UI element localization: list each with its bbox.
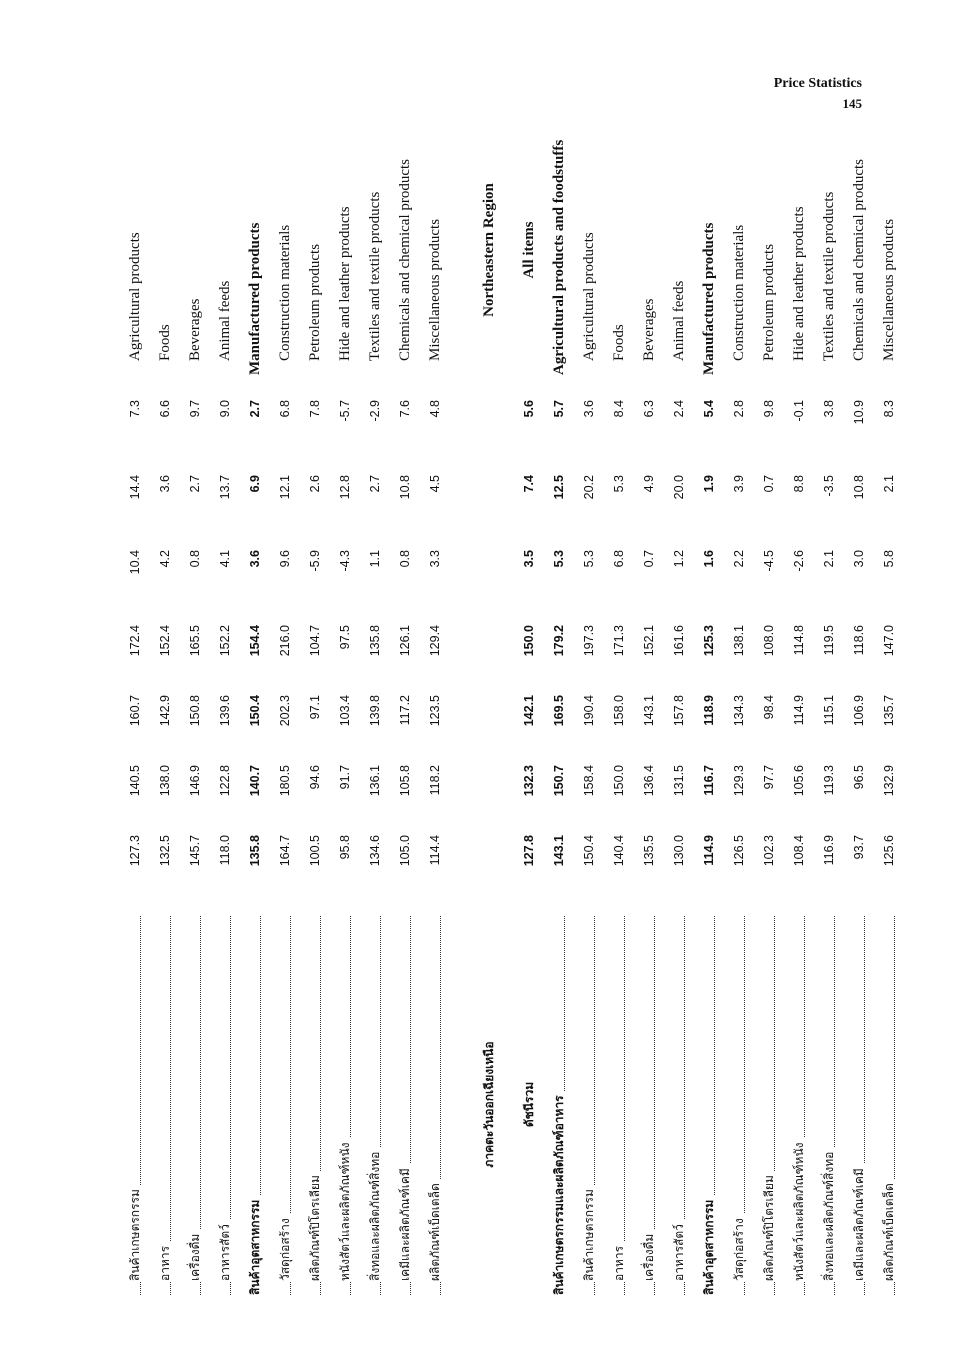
- thai-label-text: เครื่องดื่ม: [188, 1230, 202, 1281]
- table-cell-value: 171.3: [612, 625, 626, 657]
- table-cell-value: 197.3: [582, 625, 596, 657]
- table-cell-value: 147.0: [882, 625, 896, 657]
- thai-row-label: [784, 910, 814, 1295]
- thai-label-text: สินค้าอุตสาหกรรม: [702, 1196, 716, 1295]
- thai-label-text: สิ่งทอและผลิตภัณฑ์สิ่งทอ: [822, 1148, 836, 1281]
- thai-row-label: [330, 910, 360, 1295]
- english-row-label: Chemicals and chemical products: [851, 158, 867, 361]
- table-cell-value: 7.6: [398, 400, 412, 418]
- table-cell-value: 102.3: [762, 835, 776, 867]
- table-cell-value: 139.8: [368, 695, 382, 727]
- table-cell-value: 3.5: [522, 550, 536, 568]
- table-cell-value: 154.4: [248, 625, 262, 657]
- english-row-label: Beverages: [187, 298, 203, 361]
- english-row-label: Manufactured products: [247, 222, 263, 375]
- thai-row-label: [574, 910, 604, 1295]
- table-cell-value: 13.7: [218, 475, 232, 500]
- value-column-4: [108, 625, 896, 680]
- table-cell-value: 105.0: [398, 835, 412, 867]
- english-row-label: Construction materials: [277, 224, 293, 361]
- table-cell-value: 172.4: [128, 625, 142, 657]
- thai-row-label: [180, 910, 210, 1295]
- thai-row-label: [544, 910, 574, 1295]
- page-number: 145: [842, 96, 862, 111]
- table-cell-value: 2.1: [882, 475, 896, 493]
- table-cell-value: 179.2: [552, 625, 566, 657]
- table-cell-value: 0.8: [188, 550, 202, 568]
- table-cell-value: 127.3: [128, 835, 142, 867]
- table-cell-value: 2.7: [368, 475, 382, 493]
- table-cell-value: 2.7: [248, 400, 262, 418]
- table-cell-value: 6.8: [278, 400, 292, 418]
- thai-row-label: [474, 910, 504, 1295]
- english-row-label: Petroleum products: [307, 243, 323, 361]
- table-cell-value: 9.7: [188, 400, 202, 418]
- table-cell-value: 104.7: [308, 625, 322, 657]
- thai-row-label: [420, 910, 450, 1295]
- table-cell-value: 0.7: [642, 550, 656, 568]
- table-cell-value: 190.4: [582, 695, 596, 727]
- table-cell-value: 150.0: [612, 765, 626, 797]
- table-cell-value: 97.5: [338, 625, 352, 650]
- table-cell-value: 6.8: [612, 550, 626, 568]
- table-cell-value: 98.4: [762, 695, 776, 720]
- table-cell-value: 114.4: [428, 835, 442, 866]
- thai-label-text: หนังสัตว์และผลิตภัณฑ์หนัง: [338, 1138, 352, 1281]
- english-row-label: Construction materials: [731, 224, 747, 361]
- table-cell-value: 94.6: [308, 765, 322, 790]
- table-cell-value: 152.4: [158, 625, 172, 657]
- table-cell-value: 118.0: [218, 835, 232, 866]
- thai-label-text: ผลิตภัณฑ์เบ็ดเตล็ด: [428, 1179, 442, 1281]
- table-cell-value: 125.6: [882, 835, 896, 867]
- table-cell-value: 10.9: [852, 400, 866, 425]
- table-cell-value: 7.3: [128, 400, 142, 418]
- table-cell-value: -0.1: [792, 400, 806, 422]
- table-cell-value: 114.9: [792, 695, 806, 726]
- english-row-label: Manufactured products: [701, 222, 717, 375]
- table-cell-value: 12.5: [552, 475, 566, 500]
- table-cell-value: 2.2: [732, 550, 746, 568]
- english-row-label: Agricultural products and foodstuffs: [551, 139, 567, 375]
- table-cell-value: -4.5: [762, 550, 776, 572]
- price-index-table: [108, 125, 897, 1295]
- thai-row-label: [390, 910, 420, 1295]
- table-cell-value: 97.7: [762, 765, 776, 790]
- value-column-7: [108, 400, 896, 455]
- english-row-label: Miscellaneous products: [427, 218, 443, 361]
- table-cell-value: 10.4: [128, 550, 142, 575]
- table-cell-value: 4.2: [158, 550, 172, 568]
- thai-row-label: [604, 910, 634, 1295]
- table-cell-value: 20.2: [582, 475, 596, 500]
- table-cell-value: 136.4: [642, 765, 656, 797]
- thai-label-text: สินค้าเกษตรกรรม: [582, 1185, 596, 1281]
- table-cell-value: 140.5: [128, 765, 142, 797]
- table-cell-value: 157.8: [672, 695, 686, 727]
- table-cell-value: 97.1: [308, 695, 322, 720]
- thai-label-text: อาหาร: [612, 1242, 626, 1281]
- table-cell-value: 150.8: [188, 695, 202, 727]
- english-row-label: Agricultural products: [581, 232, 597, 361]
- thai-label-text: สินค้าเกษตรกรรมและผลิตภัณฑ์อาหาร: [552, 1091, 566, 1295]
- table-cell-value: 126.1: [398, 625, 412, 657]
- thai-row-label: [120, 910, 150, 1295]
- english-row-label: All items: [521, 221, 537, 279]
- english-row-label: Northeastern Region: [481, 183, 497, 317]
- table-cell-value: 0.7: [762, 475, 776, 493]
- thai-row-label: [694, 910, 724, 1295]
- table-cell-value: -3.5: [822, 475, 836, 497]
- english-row-label: Textiles and textile products: [367, 191, 383, 361]
- thai-row-label: [210, 910, 240, 1295]
- table-cell-value: 4.1: [218, 550, 232, 568]
- table-cell-value: 3.3: [428, 550, 442, 568]
- table-cell-value: 129.4: [428, 625, 442, 657]
- table-cell-value: 10.8: [398, 475, 412, 500]
- value-column-5: [108, 550, 896, 605]
- thai-label-text: สินค้าเกษตรกรรม: [128, 1185, 142, 1281]
- table-cell-value: 169.5: [552, 695, 566, 727]
- table-cell-value: 6.6: [158, 400, 172, 418]
- thai-row-label: [360, 910, 390, 1295]
- english-row-label: Chemicals and chemical products: [397, 158, 413, 361]
- table-cell-value: 122.8: [218, 765, 232, 797]
- table-cell-value: 142.9: [158, 695, 172, 727]
- table-cell-value: 4.9: [642, 475, 656, 493]
- table-cell-value: 161.6: [672, 625, 686, 657]
- thai-label-text: ผลิตภัณฑ์ปิโตรเลียม: [308, 1171, 322, 1281]
- english-row-label: Hide and leather products: [337, 206, 353, 361]
- thai-row-label: [240, 910, 270, 1295]
- thai-label-text: ผลิตภัณฑ์เบ็ดเตล็ด: [882, 1179, 896, 1281]
- table-cell-value: 2.1: [822, 550, 836, 568]
- table-cell-value: 8.8: [792, 475, 806, 493]
- table-cell-value: 143.1: [642, 695, 656, 727]
- table-cell-value: 145.7: [188, 835, 202, 867]
- table-cell-value: 127.8: [522, 835, 536, 867]
- table-cell-value: -2.9: [368, 400, 382, 422]
- table-cell-value: 2.4: [672, 400, 686, 418]
- value-column-1: [108, 835, 896, 890]
- table-cell-value: 131.5: [672, 765, 686, 797]
- table-cell-value: 9.0: [218, 400, 232, 418]
- english-label-column: [108, 125, 897, 375]
- table-cell-value: 119.5: [822, 625, 836, 656]
- table-cell-value: 114.9: [702, 835, 716, 866]
- table-cell-value: 165.5: [188, 625, 202, 657]
- table-cell-value: 135.8: [368, 625, 382, 657]
- table-cell-value: 140.7: [248, 765, 262, 797]
- table-cell-value: 160.7: [128, 695, 142, 727]
- thai-row-label: [814, 910, 844, 1295]
- english-row-label: Foods: [157, 324, 173, 361]
- thai-label-text: อาหารสัตว์: [672, 1220, 686, 1281]
- table-cell-value: 1.6: [702, 550, 716, 568]
- value-column-3: [108, 695, 896, 750]
- thai-row-label: [844, 910, 874, 1295]
- table-cell-value: 123.5: [428, 695, 442, 727]
- table-cell-value: 135.7: [882, 695, 896, 727]
- table-cell-value: 7.8: [308, 400, 322, 418]
- table-cell-value: 0.8: [398, 550, 412, 568]
- table-cell-value: 10.8: [852, 475, 866, 500]
- table-cell-value: 115.1: [822, 695, 836, 726]
- table-cell-value: 4.5: [428, 475, 442, 493]
- table-cell-value: 135.8: [248, 835, 262, 867]
- table-cell-value: 135.5: [642, 835, 656, 867]
- table-cell-value: 140.4: [612, 835, 626, 867]
- table-cell-value: 12.8: [338, 475, 352, 500]
- table-cell-value: 2.6: [308, 475, 322, 493]
- table-cell-value: 100.5: [308, 835, 322, 867]
- table-cell-value: 143.1: [552, 835, 566, 867]
- table-cell-value: 116.9: [822, 835, 836, 866]
- table-cell-value: 132.3: [522, 765, 536, 797]
- table-cell-value: 4.8: [428, 400, 442, 418]
- table-cell-value: 134.6: [368, 835, 382, 867]
- thai-label-text: ดัชนีรวม: [522, 1078, 536, 1127]
- table-cell-value: 93.7: [852, 835, 866, 860]
- table-cell-value: 2.8: [732, 400, 746, 418]
- table-cell-value: 1.1: [368, 550, 382, 568]
- table-cell-value: 136.1: [368, 765, 382, 797]
- thai-row-label: [634, 910, 664, 1295]
- thai-row-label: [874, 910, 904, 1295]
- thai-label-text: อาหาร: [158, 1242, 172, 1281]
- table-cell-value: 7.4: [522, 475, 536, 493]
- table-cell-value: 108.0: [762, 625, 776, 657]
- table-cell-value: 5.3: [582, 550, 596, 568]
- thai-label-text: วัสดุก่อสร้าง: [278, 1214, 292, 1281]
- table-cell-value: 5.4: [702, 400, 716, 418]
- thai-label-text: สิ่งทอและผลิตภัณฑ์สิ่งทอ: [368, 1148, 382, 1281]
- table-cell-value: 3.9: [732, 475, 746, 493]
- table-cell-value: 5.6: [522, 400, 536, 418]
- table-cell-value: 20.0: [672, 475, 686, 500]
- thai-row-label: [150, 910, 180, 1295]
- thai-label-text: เคมีและผลิตภัณฑ์เคมี: [398, 1164, 412, 1281]
- table-cell-value: 150.4: [248, 695, 262, 727]
- thai-label-text: เคมีและผลิตภัณฑ์เคมี: [852, 1164, 866, 1281]
- english-row-label: Beverages: [641, 298, 657, 361]
- table-cell-value: 118.9: [702, 695, 716, 726]
- table-cell-value: 105.6: [792, 765, 806, 797]
- table-cell-value: 158.0: [612, 695, 626, 727]
- table-cell-value: 130.0: [672, 835, 686, 867]
- thai-label-text: วัสดุก่อสร้าง: [732, 1214, 746, 1281]
- table-cell-value: 114.8: [792, 625, 806, 656]
- table-cell-value: 117.2: [398, 695, 412, 726]
- thai-label-text: ภาคตะวันออกเฉียงเหนือ: [482, 1037, 496, 1167]
- table-cell-value: 180.5: [278, 765, 292, 797]
- table-cell-value: 103.4: [338, 695, 352, 727]
- thai-label-text: ผลิตภัณฑ์ปิโตรเลียม: [762, 1171, 776, 1281]
- table-cell-value: 152.2: [218, 625, 232, 657]
- table-cell-value: 132.9: [882, 765, 896, 797]
- thai-label-text: หนังสัตว์และผลิตภัณฑ์หนัง: [792, 1138, 806, 1281]
- english-row-label: Animal feeds: [671, 280, 687, 361]
- table-cell-value: 1.2: [672, 550, 686, 568]
- table-cell-value: 3.6: [248, 550, 262, 568]
- running-header-title: Price Statistics: [773, 76, 862, 91]
- table-cell-value: 125.3: [702, 625, 716, 657]
- table-cell-value: 8.4: [612, 400, 626, 418]
- table-cell-value: 9.8: [762, 400, 776, 418]
- table-cell-value: 3.0: [852, 550, 866, 568]
- thai-label-text: สินค้าอุตสาหกรรม: [248, 1196, 262, 1295]
- table-cell-value: 9.6: [278, 550, 292, 568]
- table-cell-value: 3.6: [158, 475, 172, 493]
- table-cell-value: 105.8: [398, 765, 412, 797]
- table-cell-value: -2.6: [792, 550, 806, 572]
- table-cell-value: -5.9: [308, 550, 322, 572]
- table-cell-value: 8.3: [882, 400, 896, 418]
- value-column-2: [108, 765, 896, 820]
- table-cell-value: 139.6: [218, 695, 232, 727]
- table-cell-value: 150.7: [552, 765, 566, 797]
- thai-label-column: [108, 910, 896, 1295]
- thai-row-label: [270, 910, 300, 1295]
- table-cell-value: 142.1: [522, 695, 536, 727]
- table-cell-value: 106.9: [852, 695, 866, 727]
- table-cell-value: 118.6: [852, 625, 866, 656]
- table-cell-value: 12.1: [278, 475, 292, 500]
- english-row-label: Animal feeds: [217, 280, 233, 361]
- table-cell-value: 5.7: [552, 400, 566, 418]
- table-cell-value: 118.2: [428, 765, 442, 796]
- table-cell-value: 132.5: [158, 835, 172, 867]
- table-cell-value: 95.8: [338, 835, 352, 860]
- table-cell-value: 1.9: [702, 475, 716, 493]
- table-cell-value: 3.6: [582, 400, 596, 418]
- table-cell-value: 91.7: [338, 765, 352, 790]
- table-cell-value: 6.3: [642, 400, 656, 418]
- thai-row-label: [664, 910, 694, 1295]
- table-cell-value: 3.8: [822, 400, 836, 418]
- table-cell-value: 216.0: [278, 625, 292, 657]
- table-cell-value: 5.8: [882, 550, 896, 568]
- table-cell-value: -5.7: [338, 400, 352, 422]
- table-cell-value: 134.3: [732, 695, 746, 727]
- table-cell-value: 108.4: [792, 835, 806, 867]
- table-cell-value: 119.3: [822, 765, 836, 796]
- table-cell-value: 129.3: [732, 765, 746, 797]
- thai-row-label: [514, 910, 544, 1295]
- table-cell-value: 138.1: [732, 625, 746, 657]
- thai-row-label: [724, 910, 754, 1295]
- english-row-label: Foods: [611, 324, 627, 361]
- english-row-label: Agricultural products: [127, 232, 143, 361]
- table-cell-value: 116.7: [702, 765, 716, 796]
- table-cell-value: 150.4: [582, 835, 596, 867]
- table-cell-value: 2.7: [188, 475, 202, 493]
- thai-row-label: [300, 910, 330, 1295]
- table-cell-value: 138.0: [158, 765, 172, 797]
- table-cell-value: 126.5: [732, 835, 746, 867]
- thai-row-label: [754, 910, 784, 1295]
- table-cell-value: 6.9: [248, 475, 262, 493]
- english-row-label: Miscellaneous products: [881, 218, 897, 361]
- table-cell-value: 5.3: [612, 475, 626, 493]
- value-column-6: [108, 475, 896, 530]
- table-cell-value: 158.4: [582, 765, 596, 797]
- table-cell-value: 5.3: [552, 550, 566, 568]
- table-cell-value: 14.4: [128, 475, 142, 500]
- english-row-label: Hide and leather products: [791, 206, 807, 361]
- table-cell-value: 164.7: [278, 835, 292, 867]
- table-cell-value: 150.0: [522, 625, 536, 657]
- thai-label-text: เครื่องดื่ม: [642, 1230, 656, 1281]
- table-cell-value: 152.1: [642, 625, 656, 657]
- table-cell-value: 96.5: [852, 765, 866, 790]
- table-cell-value: 146.9: [188, 765, 202, 797]
- thai-label-text: อาหารสัตว์: [218, 1220, 232, 1281]
- table-cell-value: -4.3: [338, 550, 352, 572]
- table-cell-value: 202.3: [278, 695, 292, 727]
- english-row-label: Textiles and textile products: [821, 191, 837, 361]
- english-row-label: Petroleum products: [761, 243, 777, 361]
